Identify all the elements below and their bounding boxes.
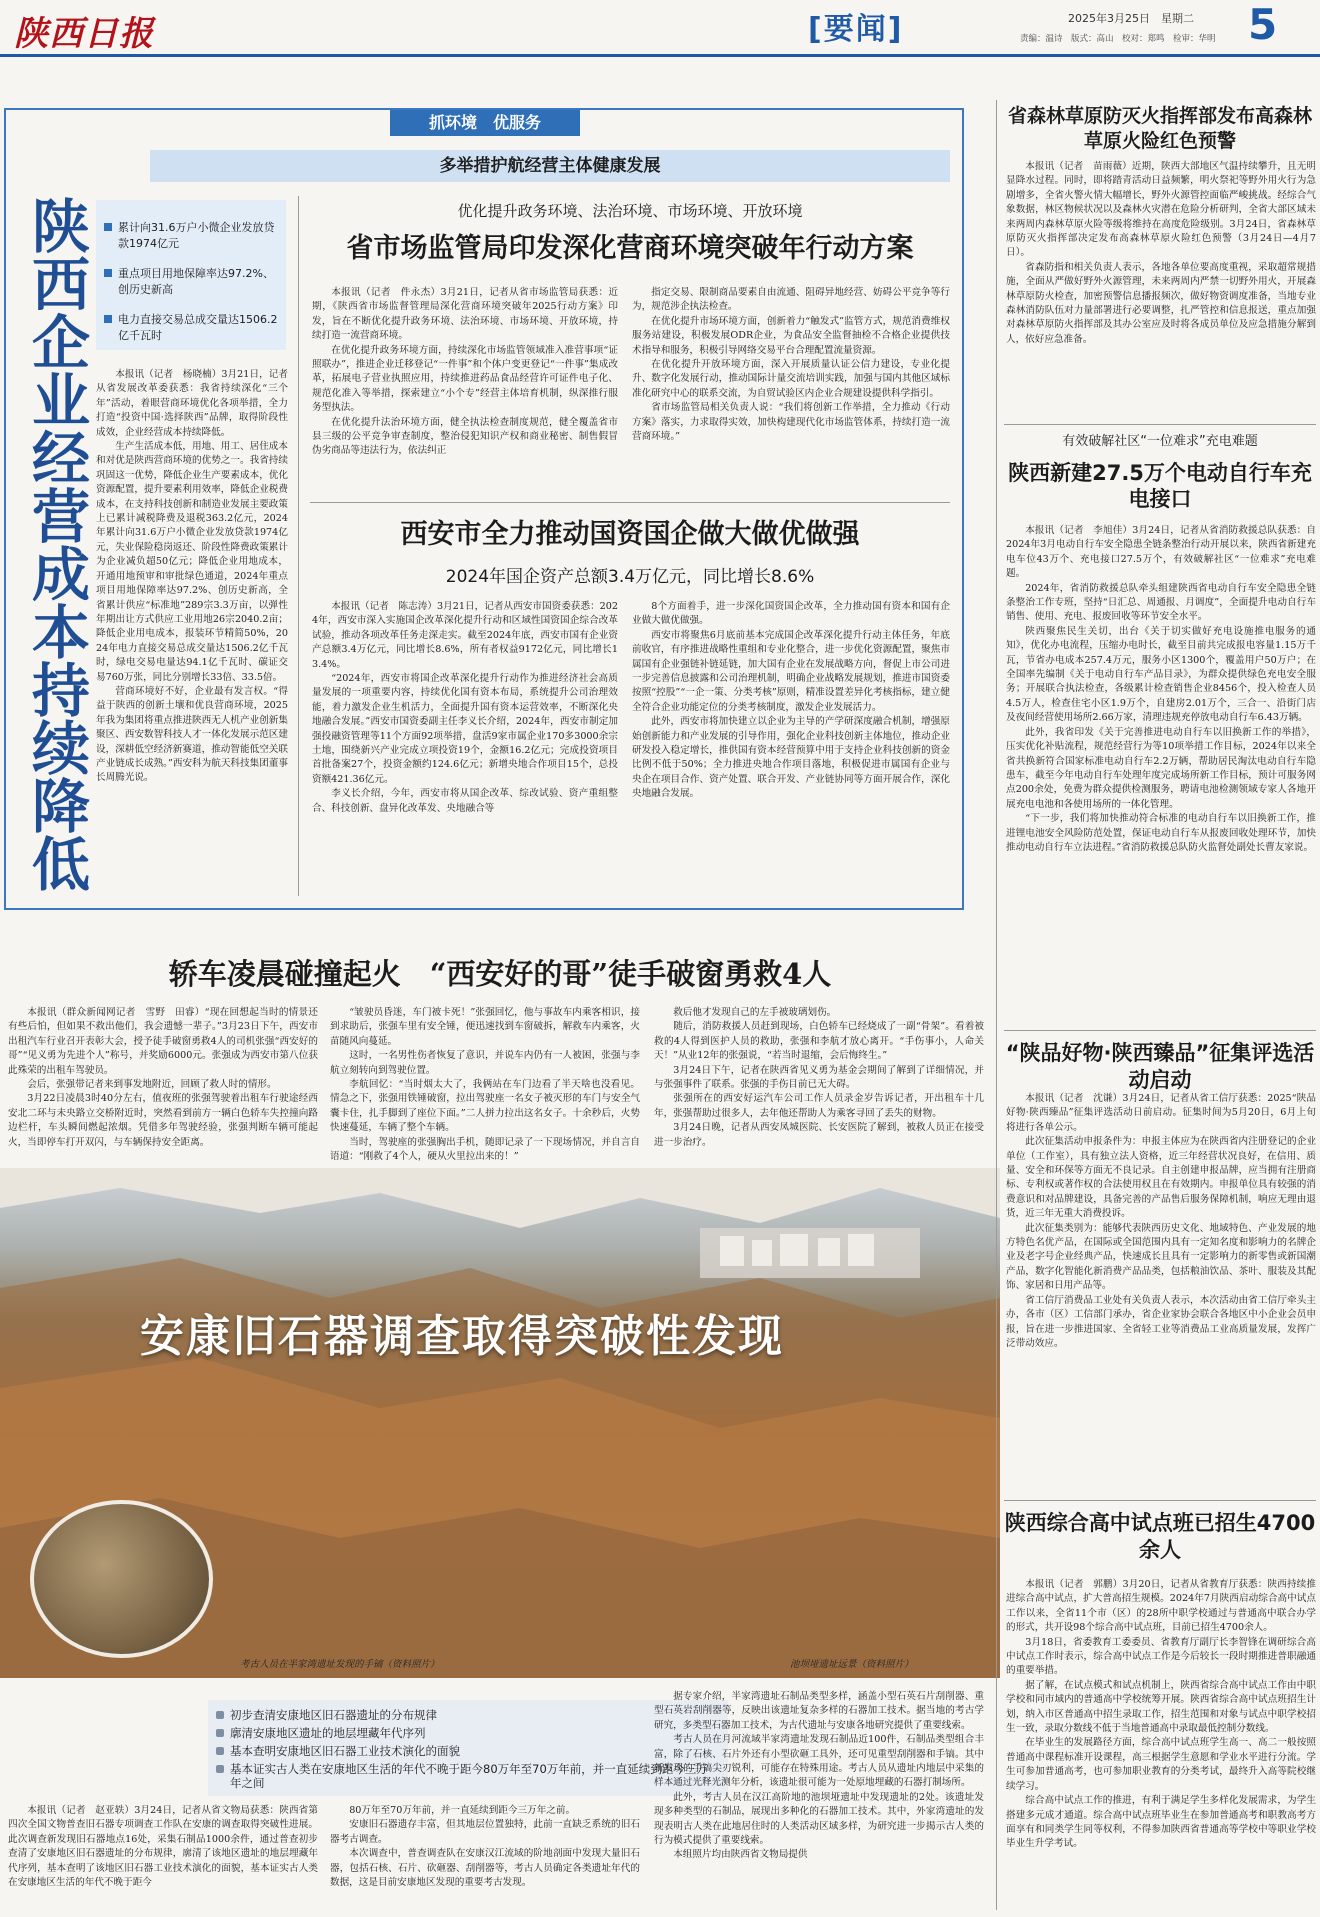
- paragraph: 陕西聚焦民生关切，出台《关于切实做好充电设施推电服务的通知》，优化办电流程，压缩办电时长，截至目前共完成报电容量1.15万千瓦，节省办电成本257.4万元，服务小区1300个，覆盖用户50万户；在全国率先编制《关于电动自行车产品目录》，为群众提供绿色充电安全服务；开展联合执法检查，各级累计检查销售企业8456个，投入检查人员4.5万人，检查住宅小区1.9万个，自建房2.01万个，三合一、沿街门店及夜间经营使用场所2.66万家，清理违规充停放电动自行车6.43万辆。: [1006, 625, 1316, 724]
- vertical-headline: 陕西企业经营成本持续降低: [22, 196, 90, 892]
- paragraph: 在优化提升开放环境方面，深入开展质量认证公信力建设，专业化提升、数字化发展行动，推动国际计量交流培训实践，加强与国内其他区域标准化研究中心的联系交流，为自贸试验区内企业合规建设提供科学指引。: [632, 359, 950, 399]
- paragraph: 李义长介绍，今年，西安市将从国企改革、综改试验、资产重组整合、科技创新、盘异化改革发、央地融合等: [312, 788, 618, 814]
- paragraph: 本报讯（记者 杨晓楠）3月21日，记者从省发展改革委获悉：我省持续深化“三个年”活动，着眼营商环境优化各项举措，全力打造“投资中国·选择陕西”品牌，取得阶段性成效，企业经营成本持续降低。: [96, 369, 288, 438]
- stats-box: [96, 200, 286, 350]
- masthead-divider: [0, 54, 1320, 57]
- finding-item: [230, 1762, 710, 1790]
- article-body-cost: [96, 368, 288, 894]
- article-body-column: [8, 1006, 318, 1162]
- stat-text: 电力直接交易总成交量达1506.2亿千瓦时: [118, 313, 278, 342]
- photo-caption: 考古人员在半家湾遗址发现的手镐（资料照片）: [240, 1659, 440, 1670]
- findings-box: [208, 1700, 728, 1796]
- paragraph: 此外，考古人员在汉江高阶地的池坝垭遗址中发现遗址的2处。该遗址发现多种类型的石制品，展现出多种化的石器加工技术。其中，外家湾遗址的发现表明古人类在此地居住时的人类活动区域多样，为研究进一步揭示古人类的行为模式提供了重要线索。: [654, 1791, 984, 1847]
- article-body-column: [312, 600, 618, 892]
- paragraph: 2024年，省消防救援总队牵头组建陕西省电动自行车安全隐患全链条整治工作专班，坚持“日汇总、周通报、月调度”，全面提升电动自行车销售、使用、充电、报废回收等环节安全水平。: [1006, 582, 1316, 623]
- paragraph: 本报讯（记者 件永杰）3月21日，记者从省市场监管局获悉：近期，《陕西省市场监督管理局深化营商环境突破年2025行动方案》印发，旨在不断优化提升政务环境、法治环境、市场环境、开放环境，持续打造一流营商环境。: [312, 287, 618, 342]
- paragraph: 本次调查中，普查调查队在安康汉江流域的阶地剖面中发现大量旧石器，包括石核、石片、砍砸器、刮削器等，考古人员确定各类遗址年代的数据，这是目前安康地区发现的重要考古发现。: [330, 1848, 640, 1889]
- paragraph: 此次征集活动申报条件为：申报主体应为在陕西省内注册登记的企业单位（工作室），具有独立法人资格，近三年经营状况良好，在信用、质量、安全和环保等方面无不良记录。自主创建申报品牌，应当拥有注册商标、专利权或著作权的合法使用权且在有效期内。申报单位具有较强的消费意识和对品牌建设，具备完善的产品售后服务保障机制，响应无理由退货，近三年无重大消费投诉。: [1006, 1136, 1316, 1220]
- paragraph: 李航回忆：“当时烟太大了，我俩站在车门边看了半天啥也没看见。情急之下，张强用铁锤破窗，拉出驾驶座一名女子被灭形的车门与安全气囊卡住，扎手脚到了座位下面。”二人拼力拉出这名女子。十余秒后，火势快速蔓延，车辆了整个车辆。: [330, 1079, 640, 1134]
- bullet-icon: [216, 1765, 224, 1773]
- hand-axe-photo: [30, 1500, 213, 1658]
- paragraph: 本报讯（群众新闻网记者 雪野 田睿）“现在回想起当时的情景还有些后怕，但如果不救出他们，我会遗憾一辈子。”3月23日下午，西安市出租汽车行业召开表彰大会，授予徒手破窗勇救4人的司机张强“西安好的哥”“见义勇为先进个人”称号，并奖励6000元。张强成为西安市第八位获此殊荣的出租车驾驶员。: [8, 1007, 318, 1076]
- bullet-square-icon: [104, 315, 112, 323]
- stat-item: [118, 220, 282, 252]
- paragraph: 本报讯（记者 苗雨薇）近期，陕西大部地区气温持续攀升，且无明显降水过程。同时，即将踏青活动日益频繁，明火祭祀等野外用火行为急剧增多，全省火警火情大幅增长，野外火源管控面临严峻挑战。经综合气象数据，林区物候状况以及森林火灾潜在危险分析研判，全省大部区域未来两周内森林草原火险等级将维持在高度危险级别。3月24日，省森林草原防灭火指挥部决定发布高森林草原火险红色预警（3月24日—4月7日）。: [1006, 161, 1316, 259]
- paragraph: 会后，张强带记者来到事发地附近，回顾了救人时的情形。: [27, 1079, 277, 1091]
- article-subheadline: 2024年国企资产总额3.4万亿元，同比增长8.6%: [445, 567, 815, 587]
- article-kicker: 优化提升政务环境、法治环境、市场环境、开放环境: [457, 202, 803, 220]
- bullet-square-icon: [104, 223, 112, 231]
- article-divider: [1004, 1030, 1316, 1031]
- paragraph: 营商环境好不好，企业最有发言权。“得益于陕西的创新土壤和优良营商环境，2025年我为集团将重点推进陕西无人机产业创新集聚区、西安数智科技人才一体化发展示范区建设，深耕低空经济新赛道，推动智能低空关联产业链成长成熟。”西安科为航天科技集团董事长周腾光说。: [96, 685, 288, 784]
- article-headline: 陕西综合高中试点班已招生4700余人: [1004, 1511, 1316, 1562]
- paragraph: 省工信厅消费品工业处有关负责人表示，本次活动由省工信厅牵头主办，各市（区）工信部门承办，省企业家协会联合各地区中小企业会员申报，旨在进一步推进国家、全省轻工业等消费品工业高质量发展，发挥广泛带动效应。: [1006, 1294, 1316, 1349]
- article-body-column: [312, 286, 618, 494]
- column-divider: [298, 196, 299, 896]
- paragraph: 综合高中试点工作的推进，有利于满足学生多样化发展需求，为学生搭建多元成才通道。综合高中试点班毕业生在参加普通高考和职教高考方面享有和同类学生同等权利，不得参加陕西省普通高等学校中等职业学校毕业生升学考试。: [1006, 1795, 1316, 1850]
- section-tag: [要闻]: [808, 12, 904, 47]
- photo-caption: 池坝垭遗址远景（资料照片）: [790, 1659, 914, 1670]
- photo-headline: 安康旧石器调查取得突破性发现: [140, 1311, 784, 1362]
- finding-item: [230, 1744, 460, 1758]
- paragraph: 张强所在的西安好运汽车公司工作人员录金岁告诉记者，开出租车十几年，张强帮助过很多人，去年他还帮助人为乘客寻回了丢失的财物。: [654, 1093, 984, 1119]
- paragraph: 指定交易、限制商品要素自由流通、阻碍异地经营、妨碍公平竞争等行为，规范涉企执法检查。: [632, 287, 950, 313]
- article-headline: 省森林草原防灭火指挥部发布高森林草原火险红色预警: [1007, 105, 1312, 152]
- article-body-column: [1006, 1092, 1316, 1492]
- paragraph: 本报讯（记者 陈志涛）3月21日，记者从西安市国资委获悉：2024年，西安市深入实施国企改革深化提升行动和区域性国资国企综合改革试验，推动各项改革任务走深走实。截至2024年底，西安市国有企业资产总额3.4万亿元，同比增长8.6%，所有者权益9172亿元，同比增长13.4%。: [312, 601, 618, 670]
- article-divider: [310, 502, 950, 503]
- paragraph: 本报讯（记者 郭鹏）3月20日，记者从省教育厅获悉：陕西持续推进综合高中试点，扩大普高招生规模。2024年7月陕西启动综合高中试点工作以来，全省11个市（区）的28所中职学校通过与普通高中联合办学的形式，共开设98个综合高中试点班，目前已招生4700余人。: [1006, 1579, 1316, 1634]
- finding-text: 廓清安康地区遗址的地层埋藏年代序列: [230, 1726, 426, 1740]
- bullet-icon: [216, 1711, 224, 1719]
- article-divider: [1004, 1500, 1316, 1501]
- finding-item: [230, 1726, 426, 1740]
- paragraph: 本报讯（记者 赵亚轶）3月24日，记者从省文物局获悉：陕西省第四次全国文物普查旧石器专项调查工作队在安康的调查取得突破性进展。此次调查新发现旧石器地点16处，采集石制品1000余件，通过普查初步查清了安康地区旧石器遗址的分布规律，廓清了该地区遗址的地层埋藏年代序列，基本查明了该地区旧石器工业技术演化的面貌，基本证实古人类在安康地区生活的年代不晚于距今: [8, 1805, 318, 1889]
- bullet-square-icon: [104, 269, 112, 277]
- paragraph: 这时，一名男性伤者恢复了意识，并说车内仍有一人被困，张强与李航立刻转向到驾驶位置。: [330, 1050, 640, 1076]
- article-body-column: [330, 1804, 640, 1914]
- paragraph: “2024年，西安市将国企改革深化提升行动作为推进经济社会高质量发展的一项重要内容，持续优化国有资本布局，系统提升公司治理效能，着力激发企业生机活力，全面提升国有资本运营效率，不断深化央地融合发展。”西安市国资委副主任李义长介绍，2024年，西安市制定加强投融资管理等11个方面92项举措，盘活9家市属企业170多3000余宗土地，围绕新兴产业完成立项投资19个，金额16.2亿元；完成投资项目首批备案27个，投资金额约124.6亿元；新增央地合作项目15个，总投资额421.36亿元。: [312, 673, 618, 785]
- article-kicker: 有效破解社区“一位难求”充电难题: [1062, 434, 1258, 449]
- paragraph: 救后他才发现自己的左手被玻璃划伤。: [673, 1007, 837, 1018]
- paragraph: 在优化提升政务环境方面，持续深化市场监管领域准入准营事项“证照联办”，推进企业迁移登记“一件事”和个体户变更登记“一件事”集成改革，拓展电子营业执照应用，持续推进药品食品经营许可证件电子化、规范化准入等举措，探索建立“小个专”经营主体培育机制，纵深推行服务型执法。: [312, 344, 618, 414]
- article-body-column: [330, 1006, 640, 1162]
- paragraph: 省市场监管局相关负责人说：“我们将创新工作举措，全力推动《行动方案》落实，力求取得实效，加快构建现代化市场监管体系，持续打造一流营商环境。”: [632, 402, 950, 443]
- article-headline: “陕品好物·陕西臻品”征集评选活动启动: [1005, 1041, 1315, 1092]
- paragraph: 3月22日凌晨3时40分左右，值夜班的张强驾驶着出租车行驶途经西安北二环与未央路立交桥附近时，突然看到前方一辆白色轿车失控撞向路边栏杆，车头瞬间燃起浓烟。凭借多年驾驶经验，张强判断车辆可能起火，当即停车打开双闪，与车辆保持安全距离。: [8, 1093, 318, 1148]
- paragraph: 当时，驾驶座的张强胸出手机，随即记录了一下现场情况，并自言自语道：“刚救了4个人，硬从火里拉出来的！”: [330, 1136, 640, 1162]
- article-body-column: [632, 286, 950, 494]
- feature-banner: 抓环境 优服务: [390, 110, 580, 136]
- paragraph: 此外，西安市将加快建立以企业为主导的产学研深度融合机制，增强原始创新能力和产业发展的引导作用，强化企业科技创新主体地位，推动企业研发投入稳定增长，推供国有资本经营预算中用于支持企业科技创新的资金比例不低于50%；全力推进央地合作项目落地，积极促进市属国有企业与央企在项目合作、资产处置、联合开发、产业链协同等方面开展合作，深化央地融合发展。: [632, 716, 950, 800]
- article-body-column: [1006, 160, 1316, 422]
- stat-item: [118, 266, 282, 298]
- paragraph: 据专家介绍，半家湾遗址石制品类型多样，涵盖小型石英石片刮削器、重型石英岩刮削器等，反映出该遗址复杂多样的石器加工技术。据当地的考古学研究，多类型石器加工技术，为古代遗址与安康各地研究提供了重要线索。: [654, 1691, 984, 1731]
- stat-text: 重点项目用地保障率达97.2%、创历史新高: [118, 267, 274, 296]
- paragraph: 据了解，在试点模式和试点机制上，陕西省综合高中试点工作由中职学校和同市域内的普通高中学校统筹开展。陕西省综合高中试点班招生计划，纳入市区普通高中招生录取工作，招生范围和对象与试点中职学校招生一致，录取分数线不低于当地普通高中录取最低控制分数线。: [1006, 1679, 1316, 1735]
- column-divider: [996, 100, 997, 1910]
- article-headline: 轿车凌晨碰撞起火 “西安好的哥”徒手破窗勇救4人: [168, 957, 832, 991]
- newspaper-logo: 陕西日报: [14, 14, 154, 54]
- finding-text: 初步查清安康地区旧石器遗址的分布规律: [230, 1708, 437, 1722]
- paragraph: 此次征集类别为：能够代表陕西历史文化、地域特色、产业发展的地方特色名优产品，在国际或全国范围内具有一定知名度和影响力的名牌企业及老字号企业经典产品，快速成长且具有一定影响力的新零售或新国潮产品，数字化智能化新消费产品品类，包括粮油饮品、茶叶、服装及其配饰、家居和日用产品等。: [1006, 1222, 1316, 1292]
- paragraph: 生产生活成本低，用地、用工、居住成本和对优是陕西营商环境的优势之一。我省持续巩固这一优势，降低企业生产要素成本，优化资源配置，提升要素利用效率，降低企业税费成本，在支持科技创新和制造业发展主要政策上已累计减税降费及退税363.2亿元，2024年累计向31.6万户小微企业发放贷款1974亿元，失业保险稳岗返还、阶段性降费政策累计为企业减负超50亿元；降低企业用地成本，开通用地预审和审批绿色通道，2024年重点项目用地保障率达97.2%、创历史新高，全省累计供应“标准地”289宗3.3万亩，以弹性年期出让方式供应工业用地26宗2040.2亩；降低企业用电成本，报装环节精简50%，2024年电力直接交易总成交量达1506.2亿千瓦时，绿电交易电量达94.1亿千瓦时、碳证交易760万张，同比分别增长33倍、33.5倍。: [96, 441, 288, 683]
- page-date: 2025年3月25日 星期二: [1068, 12, 1194, 25]
- paragraph: 在优化提升法治环境方面，健全执法检查制度规范，健全覆盖省市县三级的公平竞争审查制度，整治侵犯知识产权和商业秘密、制售假冒伪劣商品等违法行为，依法纠正: [312, 416, 618, 457]
- paragraph: 3月18日，省委教育工委委员、省教育厅副厅长李智锋在调研综合高中试点工作时表示，综合高中试点工作是今后较长一段时期推进普职融通的重要举措。: [1006, 1636, 1316, 1677]
- paragraph: 本报讯（记者 李旭佳）3月24日，记者从省消防救援总队获悉：自2024年3月电动自行车安全隐患全链条整治行动开展以来，陕西省新建充电车位43万个、充电接口27.5万个，有效破解社区“一位难求”充电难题。: [1006, 525, 1316, 580]
- stat-text: 累计向31.6万户小微企业发放贷款1974亿元: [118, 221, 275, 250]
- article-body-column: [1006, 524, 1316, 1024]
- page-editors: 责编：温诗 版式：高山 校对：郑鸣 检审：华明: [1020, 34, 1216, 44]
- page-number: 5: [1248, 0, 1278, 49]
- paragraph: “下一步，我们将加快推动符合标准的电动自行车以旧换新工作，推进锂电池安全风险防范处置，保证电动自行车从报废回收处理环节，加快推动电动自行车立法进程。”省消防救援总队防火监督处副处长曹友家说。: [1006, 813, 1316, 853]
- article-headline: 陕西新建27.5万个电动自行车充电接口: [1008, 461, 1312, 511]
- article-body-column: [654, 1006, 984, 1162]
- paragraph: 80万年至70万年前，并一直延续到距今三万年之前。: [349, 1805, 576, 1816]
- article-body-column: [1006, 1578, 1316, 1914]
- article-body-column: [632, 600, 950, 892]
- paragraph: “皱驶员昏迷，车门被卡死！”张强回忆，他与事故车内乘客相识，接到求助后，张强车里有安全锤，便迅速找到车窗破拆，解救车内乘客，火苗随风向蔓延。: [330, 1007, 640, 1047]
- masthead: [0, 0, 1320, 56]
- article-body-column: [654, 1690, 984, 1914]
- paragraph: 3月24日下午，记者在陕西省见义勇为基金会期间了解到了详细情况，并与张强事件了联系。张强的手伤目前已无大碍。: [654, 1064, 984, 1091]
- stat-item: [118, 312, 282, 344]
- bullet-icon: [216, 1729, 224, 1737]
- paragraph: 西安市将聚焦6月底前基本完成国企改革深化提升行动主体任务，年底前收官，有序推进战略性重组和专业化整合，进一步优化资源配置，聚焦市属国有企业强链补链延链，加大国有企业在发展战略方向，督促上市公司进一步完善信息披露和公司治理机制，明确企业战略发展规划，推进市国资委按照“控股”“一企一策、分类考核”原则，精准设置差异化考核指标，建立健全符合企业功能定位的分类考核制度，激发企业发展活力。: [632, 629, 950, 713]
- paragraph: 安康旧石器遗存丰富，但其地层位置独特，此前一直缺乏系统的旧石器考古调查。: [330, 1819, 640, 1845]
- paragraph: 在毕业生的发展路径方面，综合高中试点班学生高一、高二一般按照普通高中课程标准开设课程，高三根据学生意愿和学业水平进行分流。学生可参加普通高考，也可参加职业教育的分类考试，最终升入高等院校继续学习。: [1006, 1737, 1316, 1792]
- paragraph: 本组照片均由陕西省文物局提供: [673, 1849, 808, 1861]
- finding-item: [230, 1708, 437, 1722]
- article-divider: [1004, 424, 1316, 425]
- paragraph: 考古人员在月河流域半家湾遗址发现石制品近100件，石制品类型组合丰富，除了石核、石片外还有小型砍砸工具外，还可见重型刮削器和手镐。其中新发现的手镐尖刃锐利，可能存在特殊用途。考古人员从遗址内地层中采集的样本通过光释光测年分析，该遗址很可能为一处原地埋藏的石器打制场所。: [654, 1734, 984, 1789]
- finding-text: 基本查明安康地区旧石器工业技术演化的面貌: [230, 1744, 460, 1758]
- paragraph: 3月24日晚，记者从西安凤城医院、长安医院了解到，被救人员正在接受进一步治疗。: [654, 1122, 984, 1148]
- article-headline: 西安市全力推动国资国企做大做优做强: [400, 519, 860, 550]
- article-headline: 省市场监管局印发深化营商环境突破年行动方案: [346, 233, 914, 264]
- bullet-icon: [216, 1747, 224, 1755]
- paragraph: 本报讯（记者 沈谦）3月24日，记者从省工信厅获悉：2025“陕品好物·陕西臻品”征集评选活动日前启动。征集时间为5月20日，6月上旬将进行各单公示。: [1006, 1093, 1316, 1133]
- paragraph: 随后，消防救援人员赶到现场，白色轿车已经烧成了一副“骨架”。看着被救的4人得到医护人员的救助，张强和李航才放心离开。“手伤事小，人命关天！”从业12年的张强说，“若当时退缩，会后悔终生。”: [654, 1021, 984, 1062]
- feature-subtitle: 多举措护航经营主体健康发展: [150, 150, 950, 182]
- paragraph: 省森防指和相关负责人表示，各地各单位要高度重视，采取超常规措施，全面从严做好野外火源管理，未来两周内严禁一切野外用火，开展森林草原防火检查，加密预警信息播报频次，做好物资调度准备，当地专业森林消防队伍对力量部署进行必要调整，扎严管控和信息报送，重点加强对森林草原防火指挥部及其办公室应及时将各成员单位及应急措施分解到人，依好应急准备。: [1006, 261, 1316, 345]
- paragraph: 此外，我省印发《关于完善推进电动自行车以旧换新工作的举措》，压实优化补贴流程，规范经营行为等10项举措工作目标，2024年以来全省共换新符合国家标准电动自行车2.2万辆，帮助居民淘汰电动自行车隐患车，截至今年电动自行车处理年度完成场所新工作目标，预计可服务网点200余处，免费为群众提供检测服务，聘请电池检测领域专家人各地开展充电电池和各使用场所的一体化管理。: [1006, 726, 1316, 810]
- finding-text: 基本证实古人类在安康地区生活的年代不晚于距今80万年至70万年前，并一直延续到距今三万年之间: [230, 1762, 708, 1790]
- paragraph: 在优化提升市场环境方面，创新着力“触发式”监管方式，规范消费维权服务站建设，积极发展ODR企业，为食品安全监督抽检不合格企业提供技术指导和服务，积极引导网络交易平台合理配置流量资源。: [632, 315, 950, 356]
- paragraph: 8个方面着手，进一步深化国资国企改革，全力推动国有资本和国有企业做大做优做强。: [632, 601, 950, 627]
- article-body-column: [8, 1804, 318, 1914]
